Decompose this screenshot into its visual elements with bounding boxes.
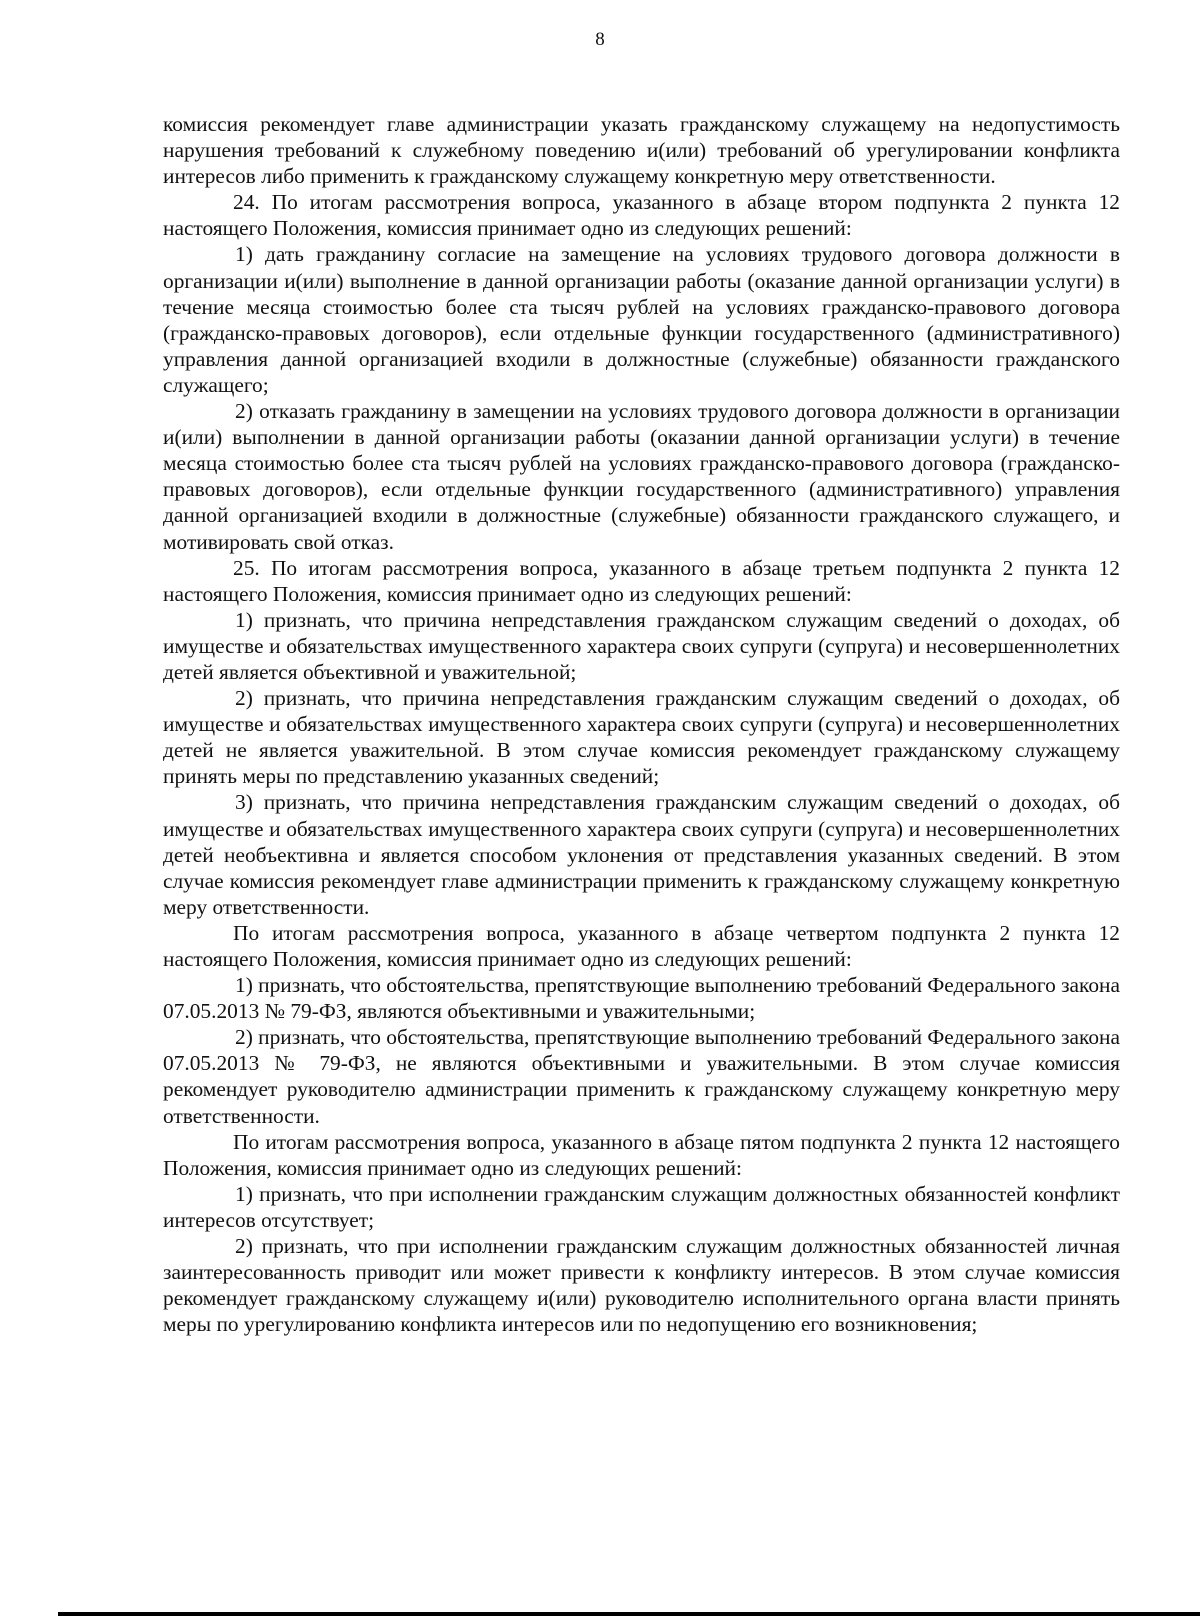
paragraph-item-24-1: 1) дать гражданину согласие на замещение на условиях трудового договора должности в организации и(или) выполнение в данной организации работы (оказание данной организации услуги) в течение месяца стоимостью более ста тысяч рублей на условиях гражданско-правового договора (гражданско-правовых договоров), если отдельные функции государственного (административного) управления данной организацией входили в должностные (служебные) обязанности гражданского служащего; xyxy=(163,242,1120,397)
paragraph-item-25-3: 3) признать, что причина непредставления гражданским служащим сведений о доходах, об имуществе и обязательствах имущественного характера своих супруги (супруга) и несовершеннолетних детей необъективна и является способом уклонения от представления указанных сведений. В этом случае комиссия рекомендует главе администрации применить к гражданскому служащему конкретную меру ответственности. xyxy=(163,790,1120,919)
document-body xyxy=(163,111,1120,1337)
paragraph-item-fifth: По итогам рассмотрения вопроса, указанного в абзаце пятом подпункта 2 пункта 12 настоящего Положения, комиссия принимает одно из следующих решений: xyxy=(163,1129,1120,1180)
paragraph-item-24: 24. По итогам рассмотрения вопроса, указанного в абзаце втором подпункта 2 пункта 12 настоящего Положения, комиссия принимает одно из следующих решений: xyxy=(163,190,1120,241)
paragraph-item-25-2: 2) признать, что причина непредставления гражданским служащим сведений о доходах, об имуществе и обязательствах имущественного характера своих супруги (супруга) и несовершеннолетних детей не является уважительной. В этом случае комиссия рекомендует гражданскому служащему принять меры по представлению указанных сведений; xyxy=(163,686,1120,789)
page-number: 8 xyxy=(595,29,605,50)
paragraph-item-fourth: По итогам рассмотрения вопроса, указанного в абзаце четвертом подпункта 2 пункта 12 настоящего Положения, комиссия принимает одно из следующих решений: xyxy=(163,920,1120,971)
paragraph-item-fourth-2: 2) признать, что обстоятельства, препятствующие выполнению требований Федерального закона 07.05.2013 № 79-ФЗ, не являются объективными и уважительными. В этом случае комиссия рекомендует руководителю администрации применить к гражданскому служащему конкретную меру ответственности. xyxy=(163,1025,1120,1128)
paragraph-item-fifth-2: 2) признать, что при исполнении гражданским служащим должностных обязанностей личная заинтересованность приводит или может привести к конфликту интересов. В этом случае комиссия рекомендует гражданскому служащему и(или) руководителю исполнительного органа власти принять меры по урегулированию конфликта интересов или по недопущению его возникновения; xyxy=(163,1234,1120,1337)
paragraph-item-fourth-1: 1) признать, что обстоятельства, препятствующие выполнению требований Федерального закона 07.05.2013 № 79-ФЗ, являются объективными и уважительными; xyxy=(163,973,1120,1024)
paragraph-item-25-1: 1) признать, что причина непредставления гражданском служащим сведений о доходах, об имуществе и обязательствах имущественного характера своих супруги (супруга) и несовершеннолетних детей является объективной и уважительной; xyxy=(163,607,1120,684)
paragraph-item-fifth-1: 1) признать, что при исполнении гражданским служащим должностных обязанностей конфликт интересов отсутствует; xyxy=(163,1181,1120,1232)
bottom-scan-edge xyxy=(58,1612,1200,1616)
paragraph-item-25: 25. По итогам рассмотрения вопроса, указанного в абзаце третьем подпункта 2 пункта 12 настоящего Положения, комиссия принимает одно из следующих решений: xyxy=(163,555,1120,606)
paragraph-item-24-2: 2) отказать гражданину в замещении на условиях трудового договора должности в организации и(или) выполнении в данной организации работы (оказании данной организации услуги) в течение месяца стоимостью более ста тысяч рублей на условиях гражданско-правового договора (гражданско-правовых договоров), если отдельные функции государственного (административного) управления данной организацией входили в должностные (служебные) обязанности гражданского служащего, и мотивировать свой отказ. xyxy=(163,399,1120,554)
paragraph-intro: комиссия рекомендует главе администрации указать гражданскому служащему на недопустимость нарушения требований к служебному поведению и(или) требований об урегулировании конфликта интересов либо применить к гражданскому служащему конкретную меру ответственности. xyxy=(163,112,1120,189)
